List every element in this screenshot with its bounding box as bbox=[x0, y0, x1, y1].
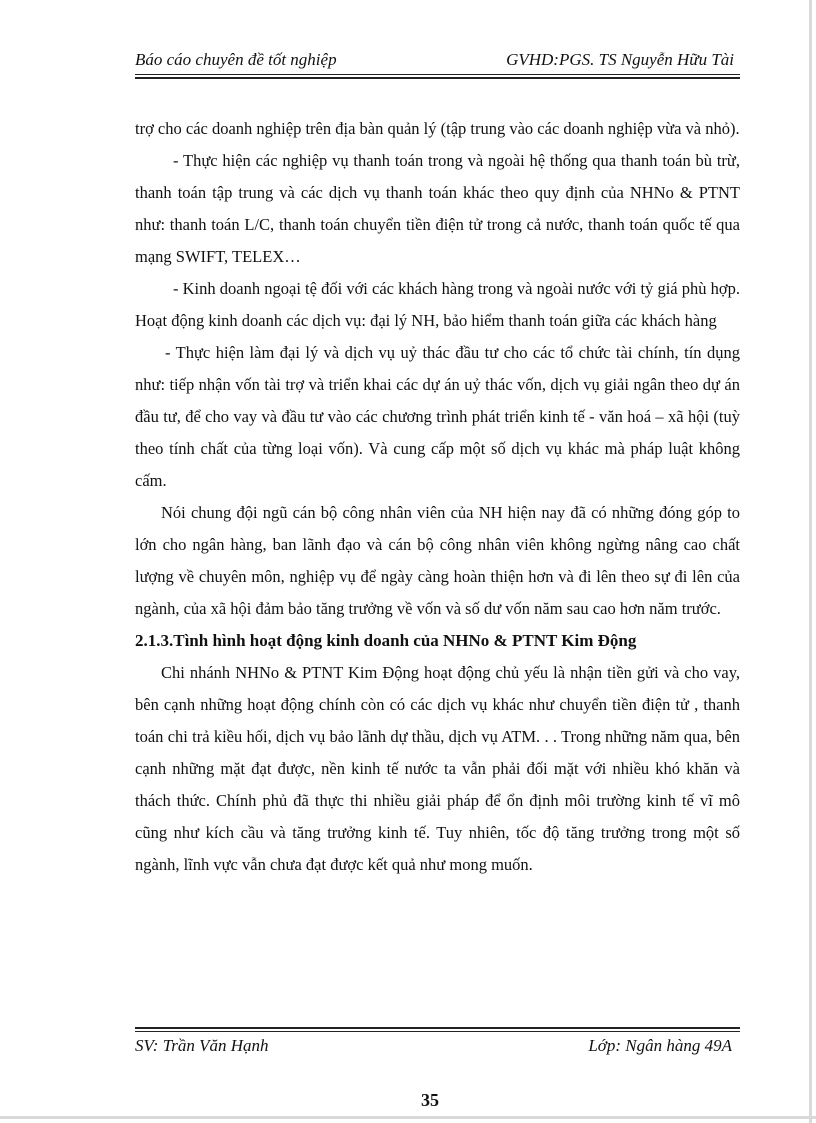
page-body bbox=[135, 113, 740, 881]
page-edge-right bbox=[809, 0, 812, 1123]
header-divider bbox=[135, 74, 740, 79]
paragraph-staff-summary: Nói chung đội ngũ cán bộ công nhân viên của NH hiện nay đã có những đóng góp to lớn cho ngân hàng, ban lãnh đạo và cán bộ công nhân viên không ngừng nâng cao chất lượng về chuyên môn, nghiệp vụ để ngày càng hoàn thiện hơn và đi lên theo sự đi lên của ngành, của xã hội đảm bảo tăng trưởng về vốn và số dư vốn năm sau cao hơn năm trước. bbox=[135, 503, 740, 618]
footer-student: SV: Trần Văn Hạnh bbox=[135, 1036, 269, 1055]
footer-divider bbox=[135, 1027, 740, 1032]
section-heading: 2.1.3.Tình hình hoạt động kinh doanh của NHNo & PTNT Kim Động bbox=[135, 631, 637, 650]
page-header bbox=[135, 50, 740, 74]
page-footer bbox=[135, 1036, 740, 1060]
page-edge-bottom bbox=[0, 1116, 816, 1119]
footer-class: Lớp: Ngân hàng 49A bbox=[588, 1036, 732, 1055]
paragraph-branch-activities: Chi nhánh NHNo & PTNT Kim Động hoạt động chủ yếu là nhận tiền gửi và cho vay, bên cạnh những hoạt động chính còn có các dịch vụ khác như chuyển tiền điện tử , thanh toán chi trả kiều hối, dịch vụ bảo lãnh dự thầu, dịch vụ ATM. . . Trong những năm qua, bên cạnh những mặt đạt được, nền kinh tế nước ta vẫn phải đối mặt với nhiều khó khăn và thách thức. Chính phủ đã thực thi nhiều giải pháp để ổn định môi trường kinh tế vĩ mô cũng như kích cầu và tăng trưởng kinh tế. Tuy nhiên, tốc độ tăng trưởng trong một số ngành, lĩnh vực vẫn chưa đạt được kết quả như mong muốn. bbox=[135, 663, 740, 874]
header-supervisor: GVHD:PGS. TS Nguyễn Hữu Tài bbox=[506, 50, 734, 69]
header-report-title: Báo cáo chuyên đề tốt nghiệp bbox=[135, 50, 337, 69]
page-number: 35 bbox=[421, 1090, 439, 1110]
paragraph-continuation: trợ cho các doanh nghiệp trên địa bàn quản lý (tập trung vào các doanh nghiệp vừa và nhỏ). bbox=[135, 119, 740, 138]
paragraph-foreign-exchange: - Kinh doanh ngoại tệ đối với các khách hàng trong và ngoài nước với tỷ giá phù hợp. Hoạt động kinh doanh các dịch vụ: đại lý NH, bảo hiểm thanh toán giữa các khách hàng bbox=[135, 279, 740, 330]
paragraph-agency-trust: - Thực hiện làm đại lý và dịch vụ uỷ thác đầu tư cho các tổ chức tài chính, tín dụng như: tiếp nhận vốn tài trợ và triển khai các dự án uỷ thác vốn, dịch vụ giải ngân theo dự án đầu tư, để cho vay và đầu tư vào các chương trình phát triển kinh tế - văn hoá – xã hội (tuỳ theo tính chất của từng loại vốn). Và cung cấp một số dịch vụ khác mà pháp luật không cấm. bbox=[135, 343, 740, 490]
paragraph-payment-services: - Thực hiện các nghiệp vụ thanh toán trong và ngoài hệ thống qua thanh toán bù trừ, thanh toán tập trung và các dịch vụ thanh toán khác theo quy định của NHNo & PTNT như: thanh toán L/C, thanh toán chuyển tiền điện tử trong cả nước, thanh toán quốc tế qua mạng SWIFT, TELEX… bbox=[135, 151, 740, 266]
